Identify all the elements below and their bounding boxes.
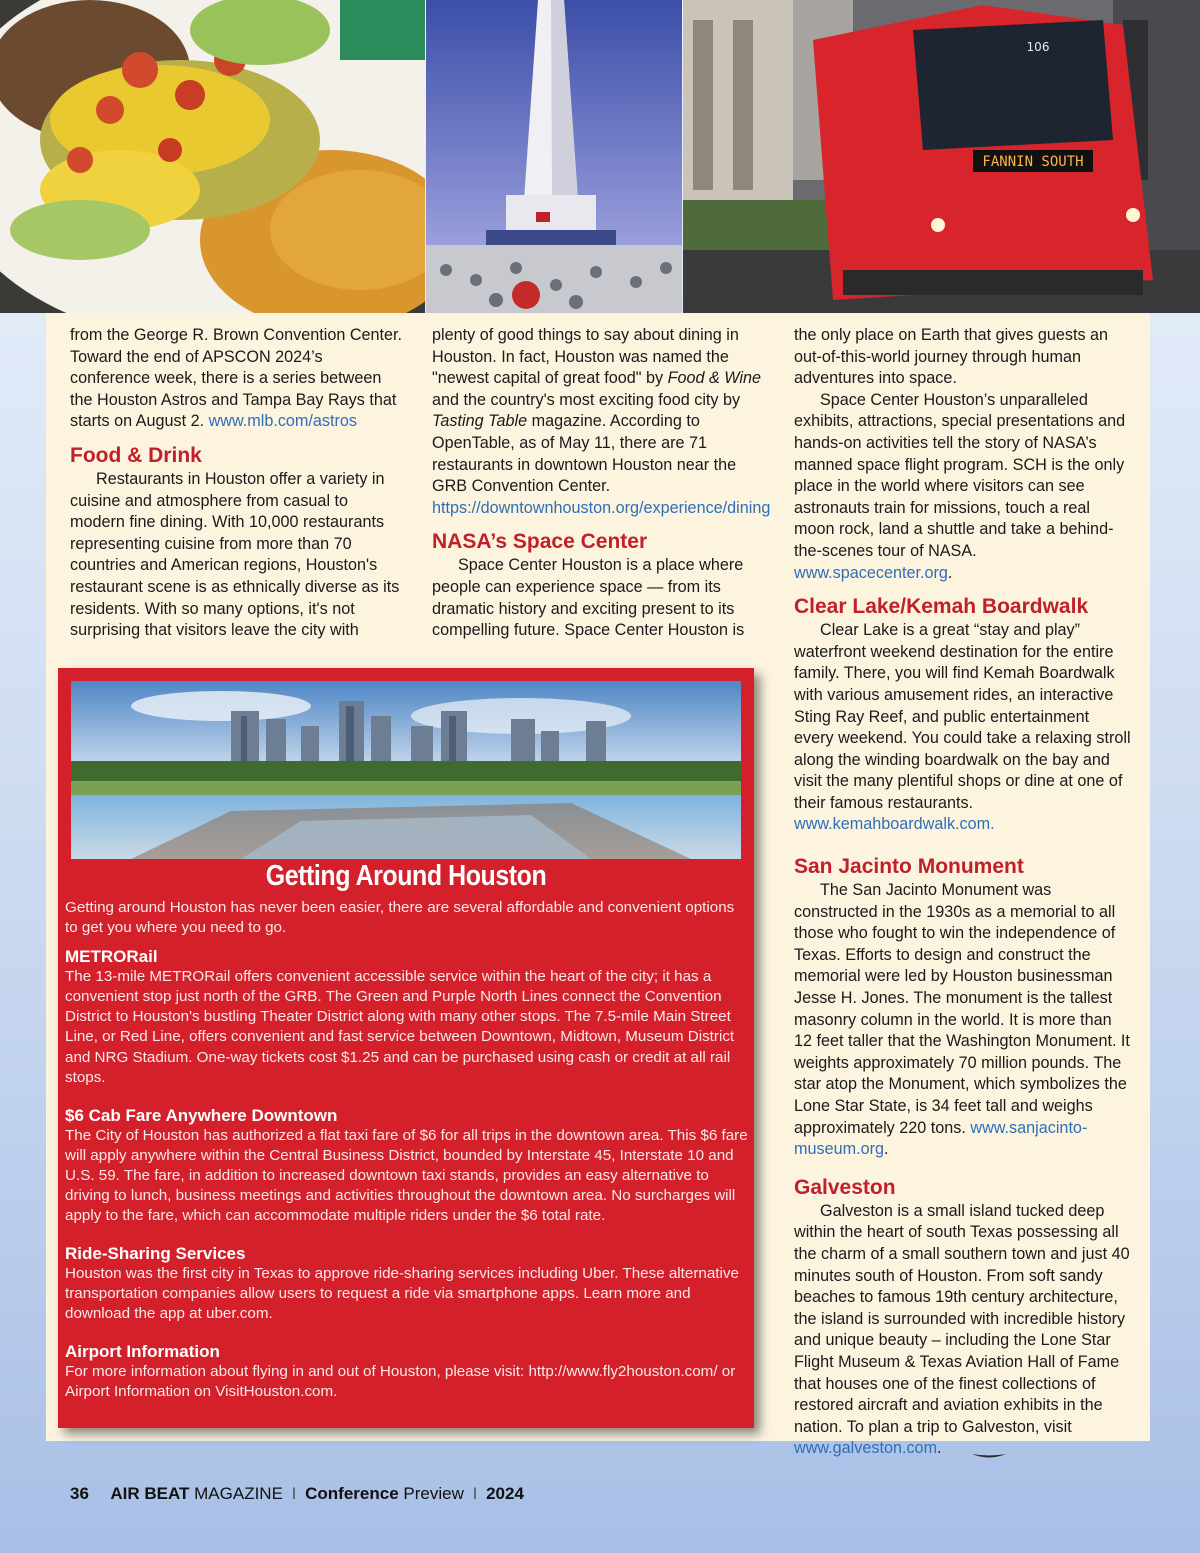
monument-photo xyxy=(426,0,682,313)
cab-fare-heading: $6 Cab Fare Anywhere Downtown xyxy=(65,1105,338,1125)
astros-link[interactable]: www.mlb.com/astros xyxy=(208,412,357,431)
column-1 xyxy=(70,325,405,642)
preview-label: Preview xyxy=(403,1484,464,1503)
getting-around-box xyxy=(58,668,754,1428)
svg-text:FANNIN SOUTH: FANNIN SOUTH xyxy=(982,154,1084,170)
magazine-name: AIR BEAT xyxy=(110,1484,190,1503)
sanjacinto-link[interactable]: www.sanjacinto-museum.org xyxy=(794,1118,1088,1159)
train-photo xyxy=(683,0,1200,313)
nasa-heading: NASA’s Space Center xyxy=(432,530,648,554)
column-2 xyxy=(432,325,771,642)
space-paragraph-2: Space Center Houston’s unparalleled exhibits, attractions, special presentations and hands-on activities tell the story of NASA’s manned space flight program. SCH is the only place in the world where visitors can see astronauts train for missions, touch a real moon rock, land a shuttle and take a behind-the-scenes tour of NASA. www.spacecenter.org. xyxy=(794,390,1126,582)
galveston-link[interactable]: www.galveston.com xyxy=(794,1439,938,1458)
ride-sharing-paragraph: Houston was the first city in Texas to approve ride-sharing services including Uber. These alternative transportation companies allow users to request a ride via smartphone apps. Learn more and download the app at uber.com. xyxy=(65,1265,739,1323)
clear-lake-paragraph: Clear Lake is a great “stay and play” waterfront weekend destination for the entire family. There, you will find Kemah Boardwalk with various amusement rides, an interactive Sting Ray Reef, and public entertainment every weekend. You could take a relaxing stroll along the winding boardwalk on the bay and visit the many plentiful shops or dine at one of their famous restaurants. www.kemahboardwalk.com. xyxy=(794,621,1131,834)
food-photo xyxy=(0,0,425,313)
airport-paragraph: For more information about flying in and out of Houston, please visit: http://www.fly2houston.com/ or Airport Information on VisitHouston.com. xyxy=(65,1362,736,1400)
kemah-link[interactable]: www.kemahboardwalk.com. xyxy=(794,815,995,834)
box-text xyxy=(65,898,749,1402)
dining-link[interactable]: https://downtownhouston.org/experience/dining xyxy=(432,498,771,517)
galveston-paragraph: Galveston is a small island tucked deep within the heart of south Texas possessing all the charm of a small southern town and just 40 minutes south of Houston. From soft sandy beaches to famous 19th century architecture, the island is surrounded with incredible history and unique beauty – including the Lone Star Flight Museum & Texas Aviation Hall of Fame that houses one of the finest collections of restored aircraft and aviation exhibits in the nation. To plan a trip to Galveston, visit www.galveston.com. xyxy=(794,1201,1130,1458)
cab-fare-paragraph: The City of Houston has authorized a flat taxi fare of $6 for all trips in the downtown area. This $6 fare will apply anywhere within the Central Business District, bounded by Interstate 45, Interstate 10 and U.S. 59. The fare, in addition to increased downtown taxi stands, provides an easy alternative to driving to lunch, business meetings and activities throughout the downtown area. No surcharges will apply to the fare, which can accommodate multiple riders under the $6 total rate. xyxy=(65,1126,748,1225)
page-footer xyxy=(70,1484,524,1504)
end-mark-icon xyxy=(946,1445,980,1453)
footer-separator-1: I xyxy=(291,1484,297,1503)
metrorail-paragraph: The 13-mile METRORail offers convenient accessible service within the heart of the city; it has a convenient stop just north of the GRB. The Green and Purple North Lines connect the Convention District to Houston's bustling Theater District along with many other stops. The 7.5-mile Main Street Line, or Red Line, offers convenient and fast service between Downtown, Midtown, Museum District and NRG Stadium. One-way tickets cost $1.25 and can be purchased using cash or credit at all rail stops. xyxy=(65,968,735,1086)
box-title: Getting Around Houston xyxy=(265,860,547,892)
box-intro: Getting around Houston has never been easier, there are several affordable and convenient options to get you where you need to go. xyxy=(65,899,735,937)
ride-sharing-heading: Ride-Sharing Services xyxy=(65,1244,246,1264)
san-jacinto-heading: San Jacinto Monument xyxy=(794,855,1024,879)
galveston-heading: Galveston xyxy=(794,1175,896,1199)
dining-paragraph: plenty of good things to say about dining in Houston. In fact, Houston was named the "newest capital of great food" by Food & Wine and the country's most exciting food city by Tasting Table magazine. According to OpenTable, as of May 11, there are 71 restaurants in downtown Houston near the GRB Convention Center. https://downtownhouston.org/experience/dining xyxy=(432,326,771,517)
conference-label: Conference xyxy=(305,1484,399,1503)
skyline-photo xyxy=(71,681,741,859)
svg-text:106: 106 xyxy=(1026,40,1050,54)
astros-paragraph: from the George R. Brown Convention Center. Toward the end of APSCON 2024’s conference week, there is a series between the Houston Astros and Tampa Bay Rays that starts on August 2. www.mlb.com/astros xyxy=(70,326,403,431)
san-jacinto-paragraph: The San Jacinto Monument was constructed in the 1930s as a memorial to all those who fought to win the independence of Texas. Efforts to design and construct the memorial were led by Houston businessman Jesse H. Jones. The monument is the tallest masonry column in the world. It is more than 12 feet taller that the Washington Monument. It weights approximately 70 million pounds. The star atop the Monument, which symbolizes the Lone Star State, is 34 feet tall and weighs approximately 220 tons. www.sanjacinto-museum.org. xyxy=(794,881,1130,1159)
footer-year: 2024 xyxy=(486,1484,524,1503)
spacecenter-link[interactable]: www.spacecenter.org xyxy=(794,563,948,582)
footer-separator-2: I xyxy=(472,1484,478,1503)
magazine-label: MAGAZINE xyxy=(194,1484,283,1503)
food-heading: Food & Drink xyxy=(70,443,202,467)
metrorail-heading: METRORail xyxy=(65,947,158,967)
space-paragraph-1: the only place on Earth that gives guests an out-of-this-world journey through human adventures into space. xyxy=(794,326,1109,388)
nasa-paragraph: Space Center Houston is a place where people can experience space — from its dramatic history and exciting present to its compelling future. Space Center Houston is xyxy=(432,556,745,640)
clear-lake-heading: Clear Lake/Kemah Boardwalk xyxy=(794,595,1089,619)
food-paragraph: Restaurants in Houston offer a variety in cuisine and atmosphere from casual to modern fine dining. With 10,000 restaurants representing cuisine from more than 70 countries and American regions, Houston's restaurant scene is as ethnically diverse as its residents. With so many options, it's not surprising that visitors leave the city with xyxy=(70,469,400,640)
airport-heading: Airport Information xyxy=(65,1341,220,1361)
column-3 xyxy=(794,325,1132,1460)
page-number: 36 xyxy=(70,1484,89,1503)
